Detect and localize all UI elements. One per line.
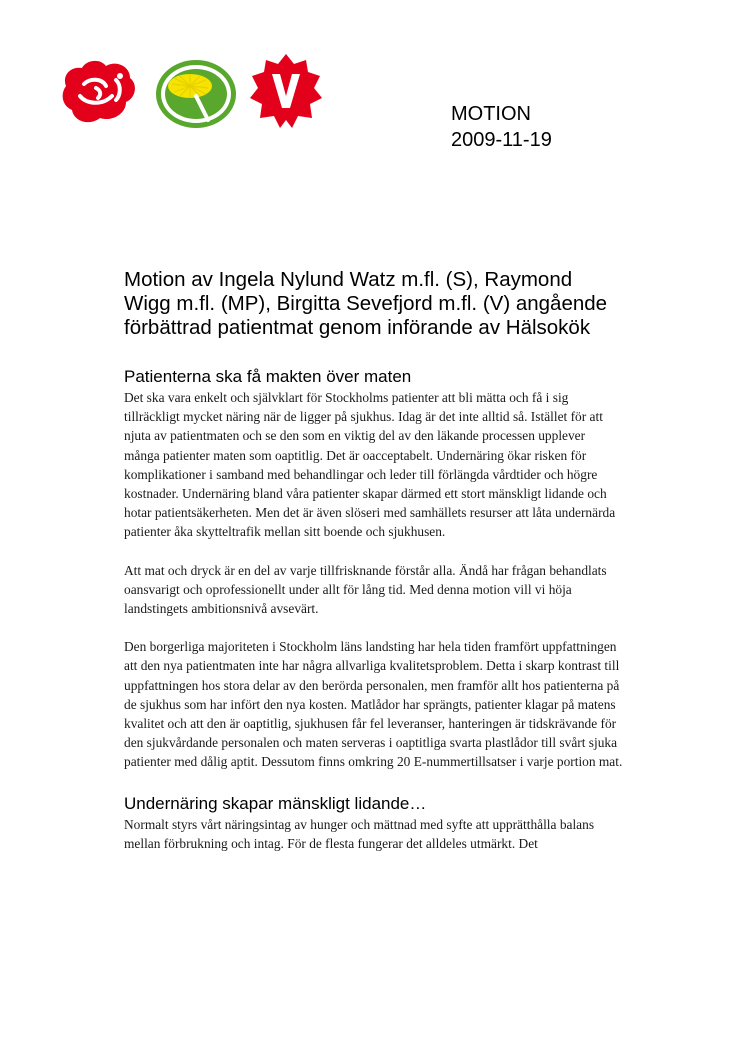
paragraph: Att mat och dryck är en del av varje tillfrisknande förstår alla. Ändå har frågan behandlats oansvarigt och oprofessionellt under allt för lång tid. Med denna motion vill vi höja landstingets ambitionsnivå avsevärt. (124, 562, 607, 617)
section-malnutrition (124, 794, 624, 853)
rose-logo-icon (60, 58, 138, 130)
document-body (124, 268, 624, 872)
paragraph: Den borgerliga majoriteten i Stockholm läns landsting har hela tiden framfört uppfattningen att den nya patientmaten inte har några allvarliga kvalitetsproblem. Detta i skarp kontrast till uppfattningen hos stora delar av den berörda personalen, men framför allt hos patienterna på de sjukhus som har infört den nya kosten. Matlådor har sprängts, patienter klagar på matens kvalitet och att den är oaptitlig, sjukhusen får fel leveranser, hanteringen är tidskrävande för den sjukvårdande personalen och maten serveras i oaptitliga svarta plastlådor till svårt sjuka patienter med dålig aptit. Dessutom finns omkring 20 E-nummertillsatser i varje portion mat. (124, 639, 623, 770)
document-title: Motion av Ingela Nylund Watz m.fl. (S), Raymond Wigg m.fl. (MP), Birgitta Sevefjord m.fl. (V) angående förbättrad patientmat genom införande av Hälsokök (124, 268, 608, 339)
v-logo-icon (248, 52, 324, 132)
paragraph: Normalt styrs vårt näringsintag av hunger och mättnad med syfte att upprätthålla balans mellan förbrukning och intag. För de flesta fungerar det alldeles utmärkt. Det (124, 816, 595, 851)
section-heading: Patienterna ska få makten över maten (124, 367, 412, 386)
section-patient-food (124, 367, 624, 772)
document-date: 2009-11-19 (451, 129, 552, 151)
section-heading: Undernäring skapar mänskligt lidande… (124, 793, 427, 813)
document-type: MOTION (451, 103, 531, 125)
paragraph: Det ska vara enkelt och självklart för Stockholms patienter att bli mätta och få i sig tillräckligt mycket näring när de ligger på sjukhus. Idag är det inte alltid så. Istället för att njuta av patientmaten och se den som en viktig del av den läkande processen upplever många patienter maten som oaptitlig. Det är oacceptabelt. Undernäring ökar risken för komplikationer i samband med behandlingar och leder till förlängda vårdtider och högre kostnader. Undernäring bland våra patienter skapar därmed ett stort mänskligt lidande och hotar patientsäkerheten. Men det är även slöseri med samhällets resurser att låta undernärda patienter åka skytteltrafik mellan sitt boende och sjukhusen. (124, 390, 616, 540)
dandelion-logo-icon (154, 58, 238, 130)
